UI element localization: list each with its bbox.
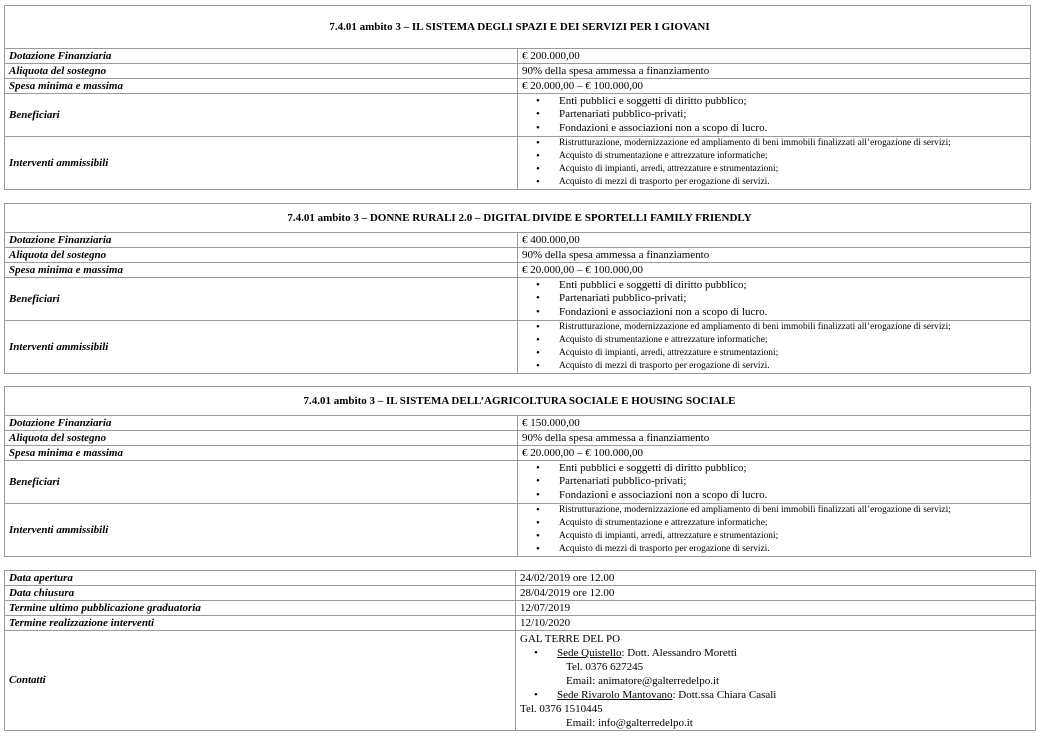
list-item: • Fondazioni e associazioni non a scopo di lucro. [522,306,1030,320]
sede-rivarolo-link[interactable]: Sede Rivarolo Mantovano [557,689,673,701]
list-item: • Acquisto di strumentazione e attrezzature informatiche; [522,517,1030,530]
list-item: • Fondazioni e associazioni non a scopo di lucro. [522,489,1030,503]
chiusura-label: Data chiusura [5,586,516,601]
dotazione-value: € 200.000,00 [518,49,1031,64]
spesa-label: Spesa minima e massima [5,79,518,94]
spesa-label: Spesa minima e massima [5,446,518,461]
list-item: • Acquisto di impianti, arredi, attrezzature e strumentazioni; [522,347,1030,360]
list-item: • Ristrutturazione, modernizzazione ed ampliamento di beni immobili finalizzati all’erogazione di servizi; [522,321,1030,334]
beneficiari-list [522,95,1030,136]
dotazione-value: € 150.000,00 [518,416,1031,431]
interventi-list [522,137,1030,189]
section-table-1 [4,5,1031,190]
list-item: • Acquisto di strumentazione e attrezzature informatiche; [522,150,1030,163]
list-item: • Enti pubblici e soggetti di diritto pubblico; [522,462,1030,476]
sede-quistello-person: : Dott. Alessandro Moretti [621,647,737,659]
dates-contacts-table [4,570,1036,731]
interventi-list [522,504,1030,556]
section-table-2 [4,203,1031,374]
beneficiari-list-cell [518,461,1031,504]
dotazione-label: Dotazione Finanziaria [5,49,518,64]
section-table-3 [4,386,1031,557]
interventi-label: Interventi ammissibili [5,137,518,190]
spesa-value: € 20.000,00 – € 100.000,00 [518,79,1031,94]
list-item: • Ristrutturazione, modernizzazione ed ampliamento di beni immobili finalizzati all’erogazione di servizi; [522,504,1030,517]
list-item: • Acquisto di mezzi di trasporto per erogazione di servizi. [522,543,1030,556]
org-name: GAL TERRE DEL PO [520,633,621,645]
chiusura-value: 28/04/2019 ore 12.00 [516,586,1036,601]
list-item: • Partenariati pubblico-privati; [522,475,1030,489]
list-item: • Fondazioni e associazioni non a scopo di lucro. [522,122,1030,136]
aliquota-label: Aliquota del sostegno [5,64,518,79]
section-title: 7.4.01 ambito 3 – IL SISTEMA DELL’AGRICOLTURA SOCIALE E HOUSING SOCIALE [5,387,1031,416]
apertura-value: 24/02/2019 ore 12.00 [516,571,1036,586]
interventi-list-cell [518,137,1031,190]
interventi-list-cell [518,321,1031,374]
aliquota-label: Aliquota del sostegno [5,248,518,263]
dotazione-label: Dotazione Finanziaria [5,416,518,431]
sede-rivarolo-person: : Dott.ssa Chiara Casali [672,689,777,701]
list-item: • Acquisto di mezzi di trasporto per erogazione di servizi. [522,176,1030,189]
beneficiari-list [522,279,1030,320]
contatti-label: Contatti [5,631,516,731]
list-item: • Enti pubblici e soggetti di diritto pubblico; [522,95,1030,109]
interventi-list-cell [518,504,1031,557]
dotazione-label: Dotazione Finanziaria [5,233,518,248]
sede-rivarolo-tel: Tel. 0376 1510445 [520,703,603,715]
list-item: • Acquisto di impianti, arredi, attrezzature e strumentazioni; [522,163,1030,176]
aliquota-value: 90% della spesa ammessa a finanziamento [518,431,1031,446]
interventi-list [522,321,1030,373]
graduatoria-label: Termine ultimo pubblicazione graduatoria [5,601,516,616]
sede-quistello-email[interactable]: Email: animatore@galterredelpo.it [566,675,720,687]
contatti-cell [516,631,1036,731]
sede-rivarolo-email[interactable]: Email: info@galterredelpo.it [566,717,693,729]
spesa-value: € 20.000,00 – € 100.000,00 [518,446,1031,461]
list-item: • Acquisto di mezzi di trasporto per erogazione di servizi. [522,360,1030,373]
realizzazione-value: 12/10/2020 [516,616,1036,631]
beneficiari-label: Beneficiari [5,94,518,137]
list-item: • Acquisto di impianti, arredi, attrezzature e strumentazioni; [522,530,1030,543]
list-item: • Ristrutturazione, modernizzazione ed ampliamento di beni immobili finalizzati all’erogazione di servizi; [522,137,1030,150]
sede-list-2 [520,688,1035,702]
list-item: • Partenariati pubblico-privati; [522,108,1030,122]
interventi-label: Interventi ammissibili [5,321,518,374]
section-title: 7.4.01 ambito 3 – IL SISTEMA DEGLI SPAZI E DEI SERVIZI PER I GIOVANI [5,6,1031,49]
graduatoria-value: 12/07/2019 [516,601,1036,616]
sede-rivarolo [520,688,1035,702]
beneficiari-list-cell [518,278,1031,321]
sede-quistello [520,646,1035,660]
interventi-label: Interventi ammissibili [5,504,518,557]
list-item: • Partenariati pubblico-privati; [522,292,1030,306]
sede-list [520,646,1035,660]
beneficiari-label: Beneficiari [5,278,518,321]
beneficiari-label: Beneficiari [5,461,518,504]
realizzazione-label: Termine realizzazione interventi [5,616,516,631]
aliquota-label: Aliquota del sostegno [5,431,518,446]
dotazione-value: € 400.000,00 [518,233,1031,248]
apertura-label: Data apertura [5,571,516,586]
aliquota-value: 90% della spesa ammessa a finanziamento [518,248,1031,263]
beneficiari-list [522,462,1030,503]
spesa-label: Spesa minima e massima [5,263,518,278]
beneficiari-list-cell [518,94,1031,137]
sede-quistello-link[interactable]: Sede Quistello [557,647,622,659]
aliquota-value: 90% della spesa ammessa a finanziamento [518,64,1031,79]
section-title: 7.4.01 ambito 3 – DONNE RURALI 2.0 – DIGITAL DIVIDE E SPORTELLI FAMILY FRIENDLY [5,204,1031,233]
list-item: • Enti pubblici e soggetti di diritto pubblico; [522,279,1030,293]
sede-quistello-tel: Tel. 0376 627245 [566,661,644,673]
list-item: • Acquisto di strumentazione e attrezzature informatiche; [522,334,1030,347]
spesa-value: € 20.000,00 – € 100.000,00 [518,263,1031,278]
